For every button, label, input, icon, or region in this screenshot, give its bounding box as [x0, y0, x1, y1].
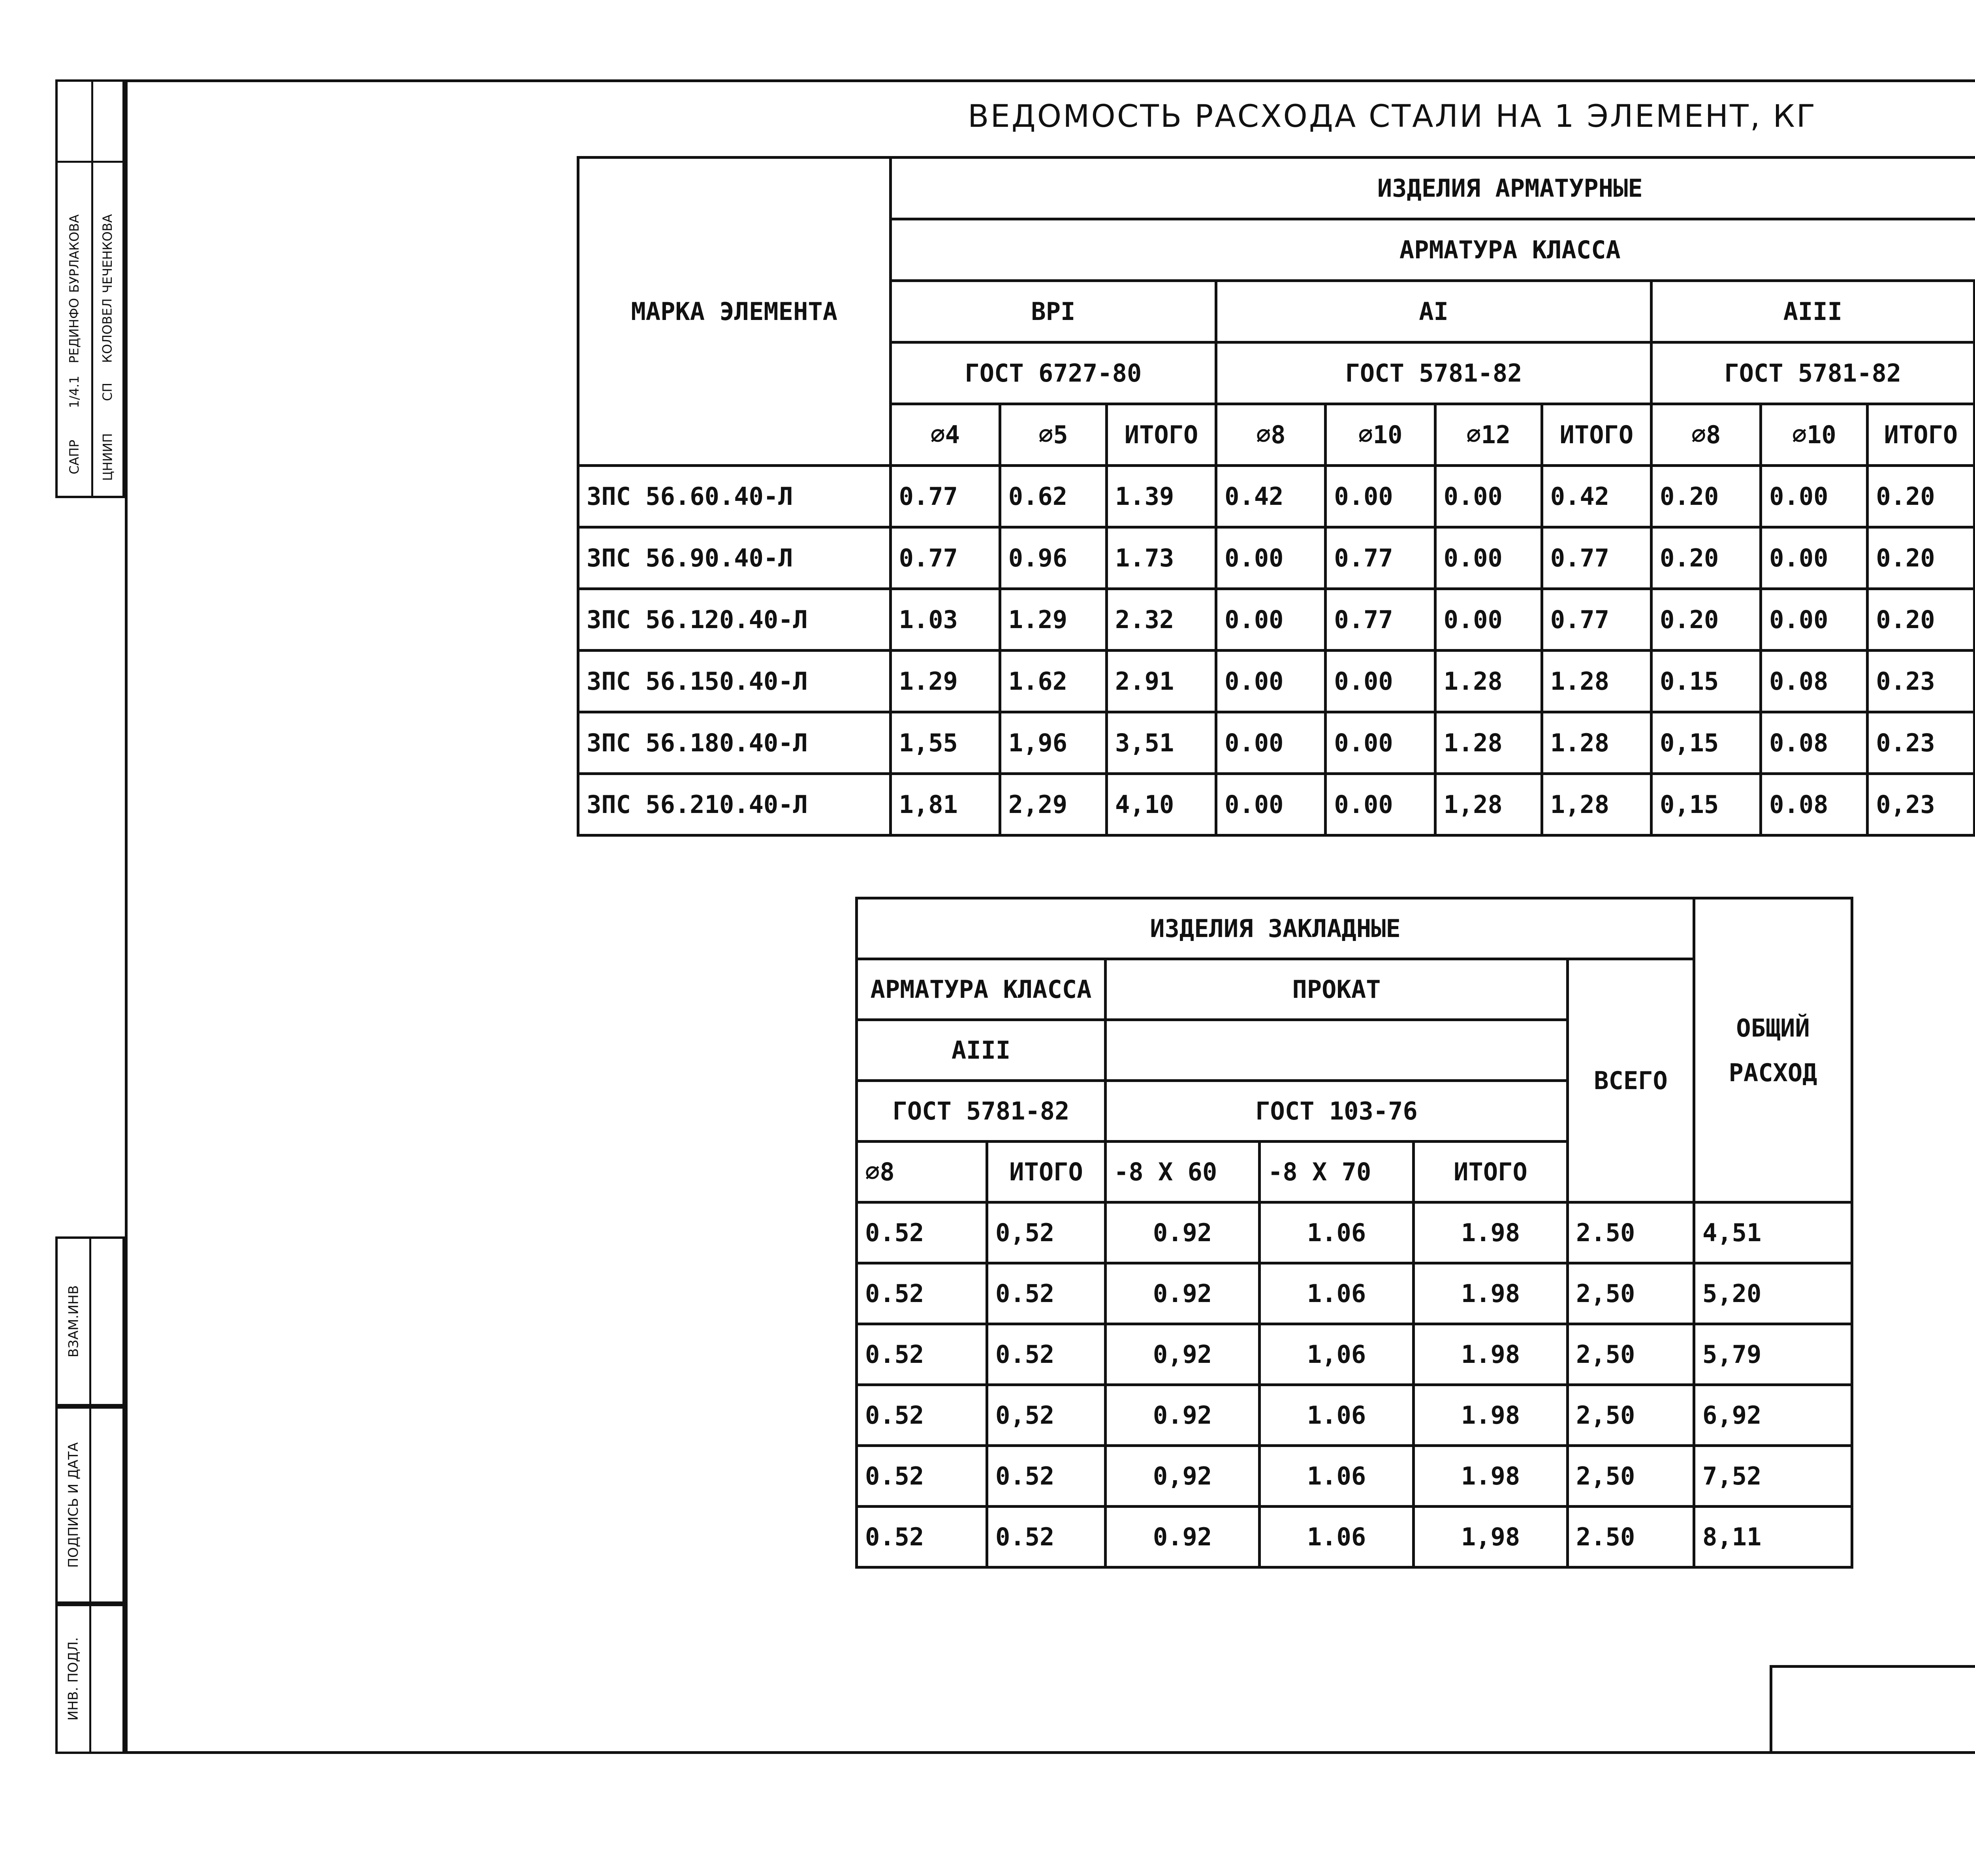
subcolumn-header: ИТОГО — [1414, 1142, 1568, 1202]
value-cell: 0.52 — [857, 1202, 987, 1263]
value-cell: 0.62 — [1000, 466, 1106, 527]
value-cell: 0,23 — [1868, 774, 1974, 835]
table-title: ВЕДОМОСТЬ РАСХОДА СТАЛИ НА 1 ЭЛЕМЕНТ, КГ — [968, 99, 1817, 134]
rolled-header: ПРОКАТ — [1106, 959, 1568, 1020]
value-cell: 1.39 — [1106, 466, 1216, 527]
table-row — [578, 712, 1975, 774]
subcolumn-header: ∅12 — [1435, 404, 1542, 466]
value-cell: 0.00 — [1326, 466, 1435, 527]
value-cell: 2.50 — [1568, 1202, 1694, 1263]
value-cell: 1,28 — [1435, 774, 1542, 835]
value-cell: 1.62 — [1000, 651, 1106, 712]
side-label: ПОДПИСЬ И ДАТА — [66, 1442, 82, 1568]
value-cell: 0,92 — [1106, 1324, 1260, 1385]
value-cell: 1.29 — [1000, 589, 1106, 651]
value-cell: 0.00 — [1761, 589, 1868, 651]
value-cell: 0.08 — [1761, 774, 1868, 835]
value-cell: 1.28 — [1542, 651, 1651, 712]
value-cell: 1.73 — [1106, 527, 1216, 589]
side-label: ВЗАМ.ИНВ — [66, 1285, 82, 1358]
value-cell: 0.52 — [857, 1263, 987, 1324]
value-cell: 1.98 — [1414, 1263, 1568, 1324]
embedded-class-header: АРМАТУРА КЛАССА — [857, 959, 1106, 1020]
value-cell: 1,06 — [1260, 1324, 1414, 1385]
value-cell: 1.98 — [1414, 1202, 1568, 1263]
value-cell: 0.00 — [1326, 651, 1435, 712]
value-cell: 0.52 — [987, 1263, 1106, 1324]
value-cell: 2,50 — [1568, 1385, 1694, 1446]
table-row — [857, 1385, 1852, 1446]
table-row — [857, 1446, 1852, 1507]
value-cell: 0,52 — [987, 1385, 1106, 1446]
value-cell: 2.50 — [1568, 1507, 1694, 1567]
side-block-signature — [55, 1406, 125, 1604]
value-cell: 1.28 — [1435, 712, 1542, 774]
value-cell: 0,92 — [1106, 1446, 1260, 1507]
table-row — [578, 589, 1975, 651]
value-cell: 1.03 — [890, 589, 1000, 651]
gost-standard: ГОСТ 5781-82 — [1216, 342, 1651, 404]
stamp-cell: КОЛОВЕЛ — [100, 298, 115, 363]
stamp-cell: САПР — [67, 440, 82, 474]
value-cell: 1.98 — [1414, 1324, 1568, 1385]
value-cell: 0.00 — [1761, 527, 1868, 589]
value-cell: 1,96 — [1000, 712, 1106, 774]
value-cell: 1.06 — [1260, 1263, 1414, 1324]
value-cell: 0.20 — [1868, 589, 1974, 651]
stamp-header-row — [58, 82, 122, 163]
class-header: АРМАТУРА КЛАССА — [890, 219, 1975, 281]
table-row — [578, 527, 1975, 589]
stamp-cell: 1/4.1 — [67, 375, 82, 408]
value-cell: 2,50 — [1568, 1446, 1694, 1507]
embedded-total-header: ВСЕГО — [1568, 959, 1694, 1202]
table-row — [857, 1507, 1852, 1567]
embedded-class-name: АIII — [857, 1020, 1106, 1081]
stamp-cell: РЕДИНФО — [67, 298, 82, 363]
class-name: АI — [1216, 281, 1651, 342]
value-cell: 0.20 — [1651, 589, 1761, 651]
value-cell: 5,79 — [1694, 1324, 1852, 1385]
value-cell: 0.08 — [1761, 712, 1868, 774]
value-cell: 1,28 — [1542, 774, 1651, 835]
element-mark-header: МАРКА ЭЛЕМЕНТА — [578, 158, 891, 466]
value-cell: 0.00 — [1216, 589, 1326, 651]
subcolumn-header: ИТОГО — [987, 1142, 1106, 1202]
value-cell: 1.28 — [1435, 651, 1542, 712]
value-cell: 4,51 — [1694, 1202, 1852, 1263]
product-group-header: ИЗДЕЛИЯ АРМАТУРНЫЕ — [890, 158, 1975, 219]
value-cell: 0.00 — [1435, 527, 1542, 589]
overall-header-line-2: РАСХОД — [1729, 1058, 1817, 1087]
value-cell: 0.77 — [1542, 527, 1651, 589]
empty-cell — [1106, 1020, 1568, 1081]
element-mark: 3ПС 56.150.40-Л — [578, 651, 891, 712]
value-cell: 0,52 — [987, 1202, 1106, 1263]
value-cell: 0.52 — [857, 1324, 987, 1385]
value-cell: 0.42 — [1542, 466, 1651, 527]
value-cell: 1.28 — [1542, 712, 1651, 774]
value-cell: 0,15 — [1651, 712, 1761, 774]
subcolumn-header: ИТОГО — [1868, 404, 1974, 466]
value-cell: 0.00 — [1216, 774, 1326, 835]
value-cell: 1,81 — [890, 774, 1000, 835]
value-cell: 0.00 — [1216, 651, 1326, 712]
value-cell: 0,15 — [1651, 774, 1761, 835]
value-cell: 1,98 — [1414, 1507, 1568, 1567]
subcolumn-header: ∅5 — [1000, 404, 1106, 466]
approval-stamp — [55, 79, 125, 498]
value-cell: 0.96 — [1000, 527, 1106, 589]
subcolumn-header: ИТОГО — [1542, 404, 1651, 466]
value-cell: 2.91 — [1106, 651, 1216, 712]
value-cell: 0.23 — [1868, 651, 1974, 712]
value-cell: 0.00 — [1326, 712, 1435, 774]
value-cell: 1.06 — [1260, 1385, 1414, 1446]
value-cell: 1.06 — [1260, 1507, 1414, 1567]
embedded-items-table — [855, 897, 1853, 1569]
value-cell: 8,11 — [1694, 1507, 1852, 1567]
value-cell: 7,52 — [1694, 1446, 1852, 1507]
gost-standard: ГОСТ 5781-82 — [857, 1081, 1106, 1142]
value-cell: 2,50 — [1568, 1263, 1694, 1324]
value-cell: 0.20 — [1868, 466, 1974, 527]
value-cell: 0.77 — [1326, 589, 1435, 651]
value-cell: 0.52 — [857, 1446, 987, 1507]
value-cell: 2,29 — [1000, 774, 1106, 835]
value-cell: 0.08 — [1761, 651, 1868, 712]
stamp-cell: СП — [100, 382, 115, 401]
value-cell: 0.00 — [1761, 466, 1868, 527]
table-row — [578, 651, 1975, 712]
overall-header-line-1: ОБЩИЙ — [1736, 1013, 1810, 1042]
subcolumn-header: -8 Х 60 — [1106, 1142, 1260, 1202]
value-cell: 2.32 — [1106, 589, 1216, 651]
steel-consumption-table — [577, 156, 1975, 837]
value-cell: 0.92 — [1106, 1507, 1260, 1567]
subcolumn-header: ∅8 — [1651, 404, 1761, 466]
value-cell: 0.52 — [987, 1507, 1106, 1567]
value-cell: 0.52 — [857, 1507, 987, 1567]
table-row — [578, 774, 1975, 835]
value-cell: 0.92 — [1106, 1263, 1260, 1324]
value-cell: 1.29 — [890, 651, 1000, 712]
subcolumn-header: ИТОГО — [1106, 404, 1216, 466]
value-cell: 6,92 — [1694, 1385, 1852, 1446]
value-cell: 0.00 — [1435, 466, 1542, 527]
subcolumn-header: ∅10 — [1326, 404, 1435, 466]
value-cell: 4,10 — [1106, 774, 1216, 835]
gost-standard: ГОСТ 6727-80 — [890, 342, 1216, 404]
value-cell: 0.52 — [857, 1385, 987, 1446]
value-cell: 0.20 — [1868, 527, 1974, 589]
class-name: ВРI — [890, 281, 1216, 342]
subcolumn-header: ∅4 — [890, 404, 1000, 466]
value-cell: 0.52 — [987, 1324, 1106, 1385]
stamp-cell: БУРЛАКОВА — [67, 214, 82, 293]
side-block-original — [55, 1604, 125, 1754]
subcolumn-header: ∅8 — [857, 1142, 987, 1202]
value-cell: 2,50 — [1568, 1324, 1694, 1385]
value-cell: 1.98 — [1414, 1446, 1568, 1507]
side-label: ИНВ. ПОДЛ. — [66, 1637, 81, 1721]
value-cell: 0.15 — [1651, 651, 1761, 712]
gost-standard: ГОСТ 5781-82 — [1651, 342, 1974, 404]
value-cell: 0.52 — [987, 1446, 1106, 1507]
value-cell: 0.00 — [1216, 527, 1326, 589]
value-cell: 0.77 — [1542, 589, 1651, 651]
value-cell: 0.77 — [890, 466, 1000, 527]
element-mark: 3ПС 56.90.40-Л — [578, 527, 891, 589]
value-cell: 0.20 — [1651, 466, 1761, 527]
value-cell: 0.00 — [1326, 774, 1435, 835]
value-cell: 1.06 — [1260, 1202, 1414, 1263]
element-mark: 3ПС 56.120.40-Л — [578, 589, 891, 651]
class-name: АIII — [1651, 281, 1974, 342]
subcolumn-header: -8 Х 70 — [1260, 1142, 1414, 1202]
subcolumn-header: ∅8 — [1216, 404, 1326, 466]
value-cell: 1.06 — [1260, 1446, 1414, 1507]
side-block-replacement — [55, 1236, 125, 1406]
value-cell: 0.92 — [1106, 1202, 1260, 1263]
value-cell: 3,51 — [1106, 712, 1216, 774]
value-cell: 1,55 — [890, 712, 1000, 774]
subcolumn-header: ∅10 — [1761, 404, 1868, 466]
value-cell: 0.42 — [1216, 466, 1326, 527]
value-cell: 0.00 — [1216, 712, 1326, 774]
value-cell: 5,20 — [1694, 1263, 1852, 1324]
gost-standard: ГОСТ 103-76 — [1106, 1081, 1568, 1142]
title-block — [1770, 1665, 1975, 1754]
overall-consumption-header — [1694, 898, 1852, 1202]
table-row — [578, 466, 1975, 527]
embedded-group-header: ИЗДЕЛИЯ ЗАКЛАДНЫЕ — [857, 898, 1694, 959]
table-row — [857, 1202, 1852, 1263]
table-row — [857, 1263, 1852, 1324]
stamp-cell: ЦНИИП — [100, 433, 115, 481]
stamp-cell: ЧЕЧЕНКОВА — [100, 214, 115, 294]
value-cell: 1.98 — [1414, 1385, 1568, 1446]
value-cell: 0.20 — [1651, 527, 1761, 589]
element-mark: 3ПС 56.180.40-Л — [578, 712, 891, 774]
value-cell: 0.00 — [1435, 589, 1542, 651]
value-cell: 0.92 — [1106, 1385, 1260, 1446]
element-mark: 3ПС 56.60.40-Л — [578, 466, 891, 527]
table-row — [857, 1324, 1852, 1385]
value-cell: 0.77 — [890, 527, 1000, 589]
element-mark: 3ПС 56.210.40-Л — [578, 774, 891, 835]
value-cell: 0.77 — [1326, 527, 1435, 589]
value-cell: 0.23 — [1868, 712, 1974, 774]
